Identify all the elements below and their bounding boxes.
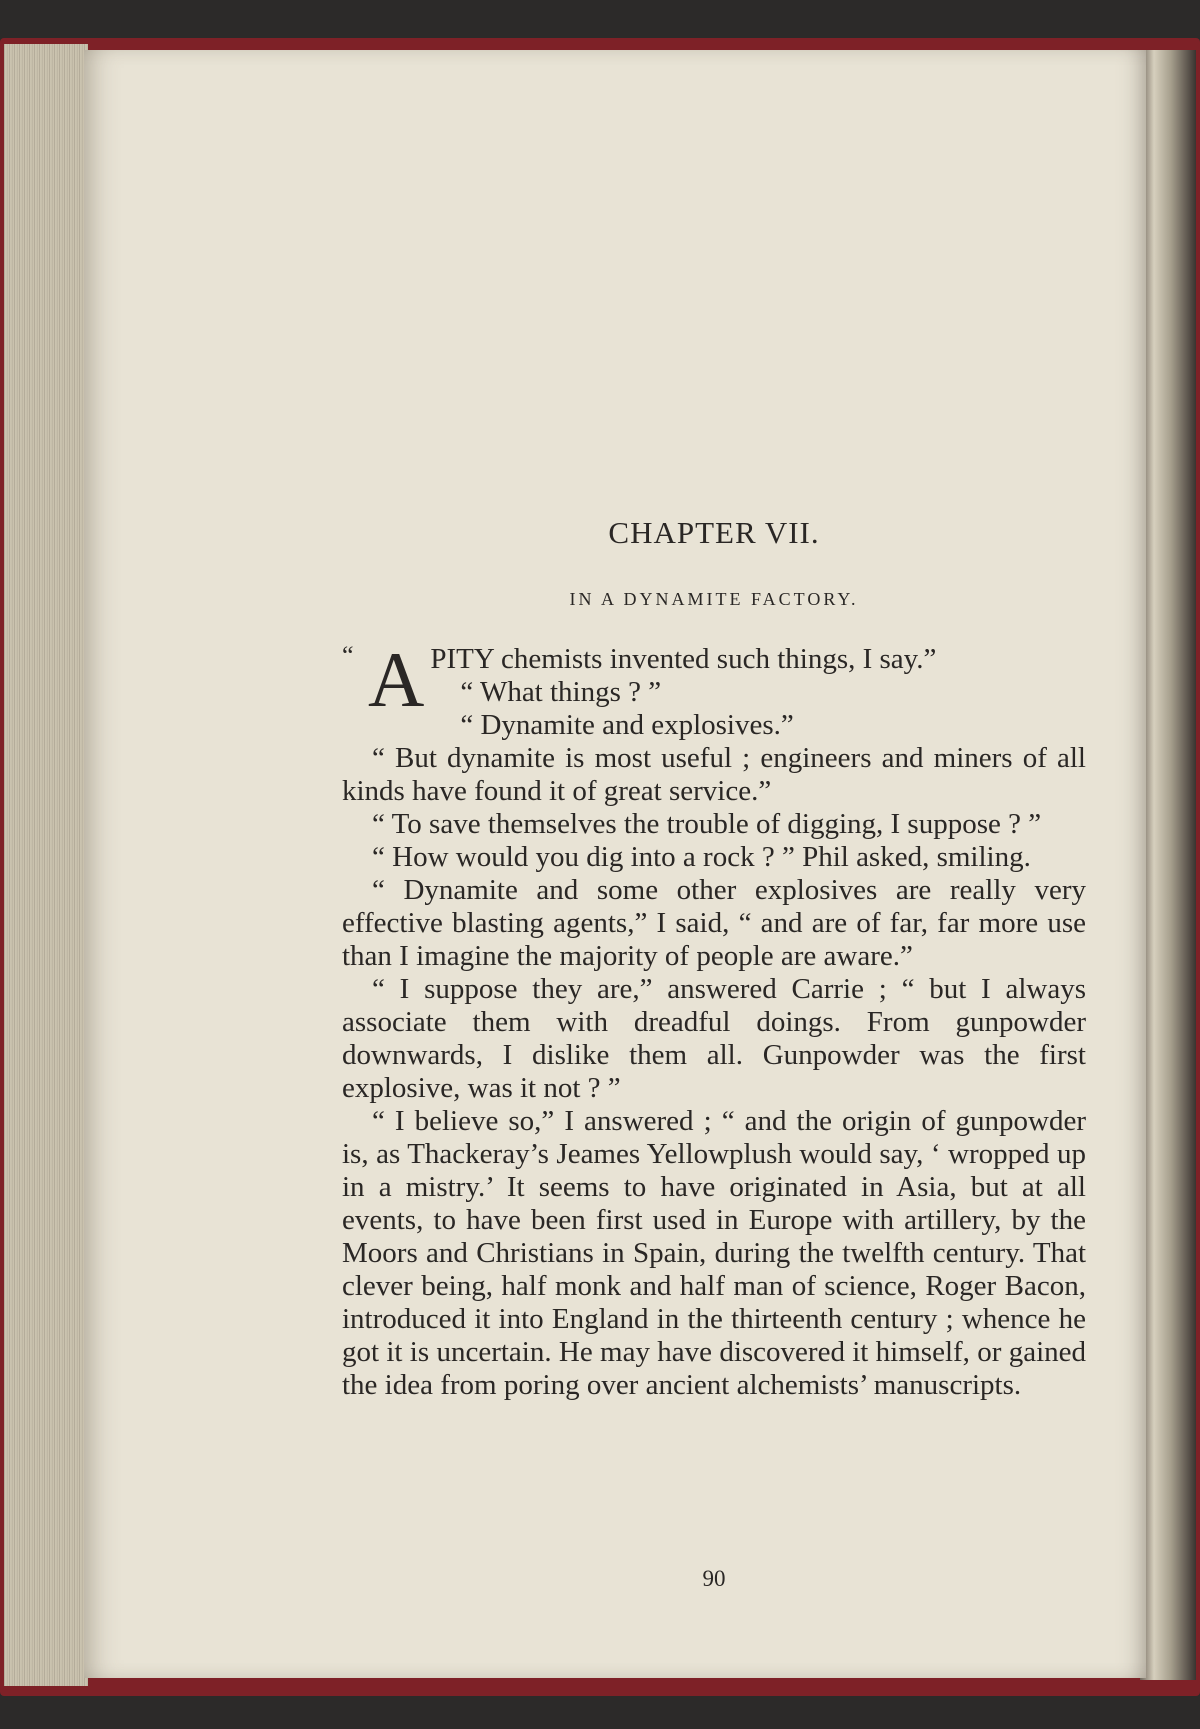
page-edge-right xyxy=(1140,50,1196,1680)
drop-cap-letter: A xyxy=(368,636,425,723)
book-page xyxy=(84,50,1146,1678)
paragraph: “ I believe so,” I answered ; “ and the origin of gunpowder is, as Thackeray’s Jeames Yellowplush would say, ‘ wropped up in a mistry.’ It seems to have originated in Asia, but at all events, to have been first used in Europe with artillery, by the Moors and Christians in Spain, during the twelfth century. That clever being, half monk and half man of science, Roger Bacon, introduced it into England in the thirteenth century ; whence he got it is uncertain. He may have discovered it himself, or gained the idea from poring over ancient alchemists’ manuscripts. xyxy=(342,1105,1086,1401)
drop-cap xyxy=(342,636,425,723)
paragraph: “ To save themselves the trouble of digging, I suppose ? ” xyxy=(372,808,1042,840)
chapter-subtitle: IN A DYNAMITE FACTORY. xyxy=(569,589,859,609)
chapter-title: CHAPTER VII. xyxy=(608,515,820,550)
paragraph: “ What things ? ” xyxy=(460,676,662,708)
body-text xyxy=(342,636,1086,1402)
page-edges-left xyxy=(4,44,88,1686)
drop-cap-quote: “ xyxy=(342,641,354,670)
paragraph: “ Dynamite and some other explosives are really very effective blasting agents,” I said, “ and are of far, far more use than I imagine the majority of people are aware.” xyxy=(342,874,1086,972)
page-number: 90 xyxy=(702,1566,726,1591)
paragraph: “ I suppose they are,” answered Carrie ; “ but I always associate them with dreadful doings. From gunpowder downwards, I dislike them all. Gunpowder was the first explosive, was it not ? ” xyxy=(342,973,1086,1104)
paragraph: “ But dynamite is most useful ; engineers and miners of all kinds have found it of great service.” xyxy=(342,742,1086,807)
paragraph: “ Dynamite and explosives.” xyxy=(460,709,794,741)
paragraph: “ How would you dig into a rock ? ” Phil asked, smiling. xyxy=(372,841,1031,873)
paragraph-text: PITY chemists invented such things, I say.” xyxy=(430,643,937,675)
